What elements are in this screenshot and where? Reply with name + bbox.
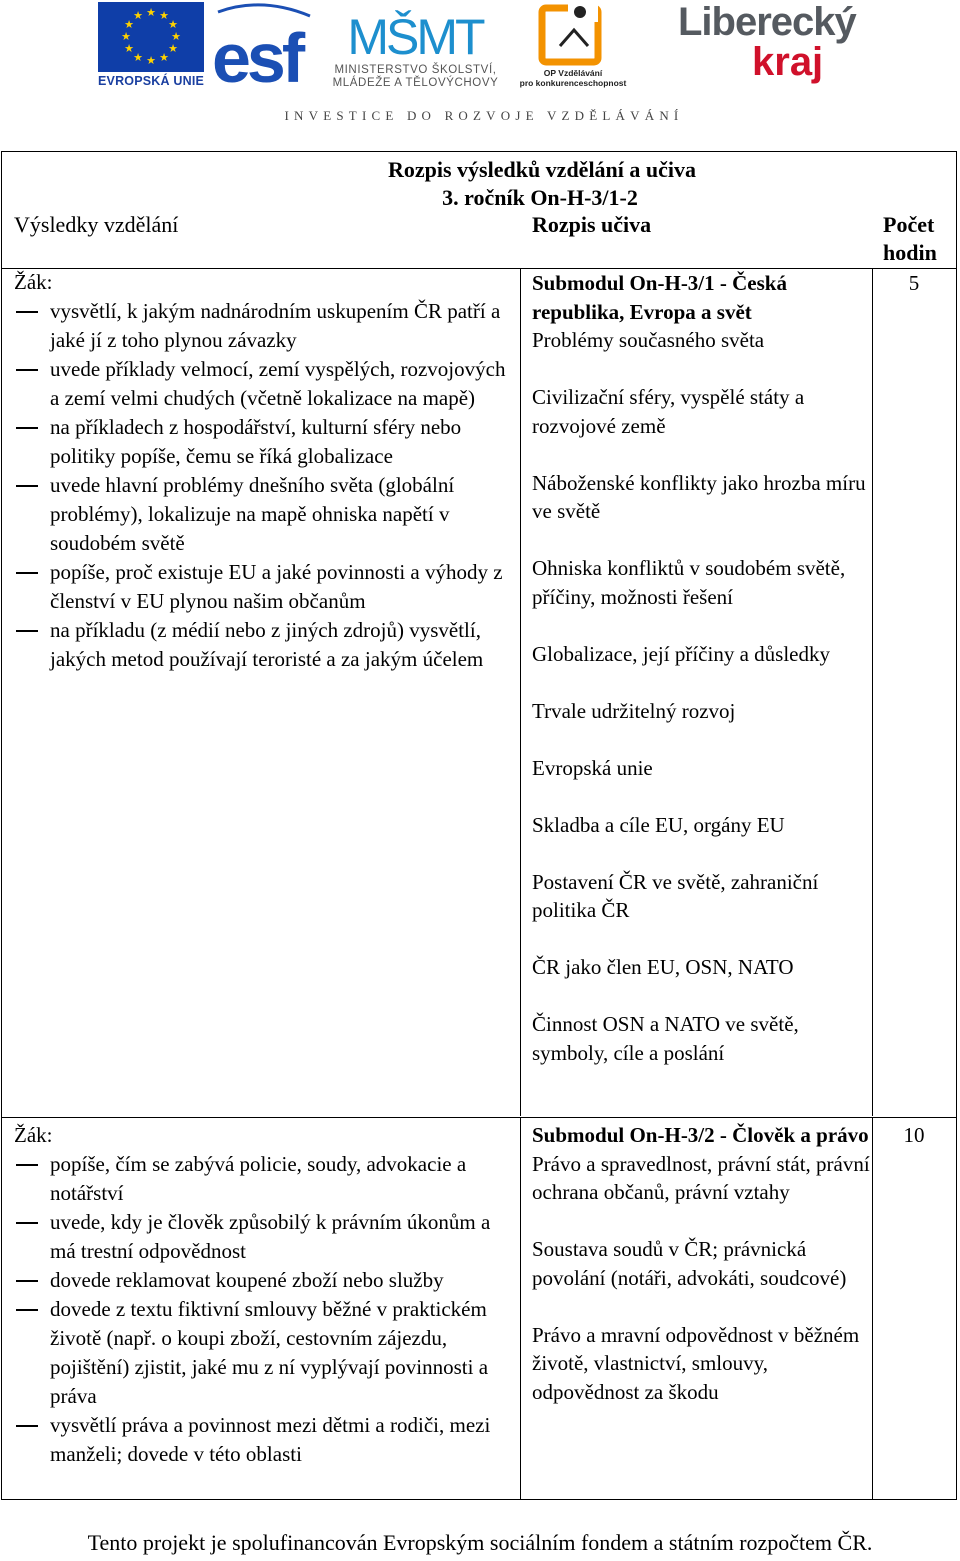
topic-item: Trvale udržitelný rozvoj [532,698,736,723]
outcome-item [14,413,514,471]
svg-text:★: ★ [171,31,181,43]
topic-item: Skladba a cíle EU, orgány EU [532,812,785,837]
outcome-text: popíše, proč existuje EU a jaké povinnosti a výhody z členství v EU plynou našim občanům [50,560,503,613]
outcome-item [14,1266,514,1295]
title-line2: 3. ročník On-H-3/1-2 [442,185,638,210]
outcome-item [14,355,514,413]
topic-item: Soustava soudů v ČR; právnická povolání (notáři, advokáti, soudcové) [532,1237,847,1290]
outcome-text: uvede příklady velmocí, zemí vyspělých, rozvojových a zemí velmi chudých (včetně lokalizace na mapě) [50,357,506,410]
svg-text:★: ★ [124,19,134,31]
section-2-outcomes [14,1121,514,1469]
outcome-text: vysvětlí práva a povinnost mezi dětmi a rodiči, mezi manželi; dovede v této oblasti [50,1413,491,1466]
eu-flag-icon [98,2,204,72]
section-2-curriculum [532,1121,872,1435]
topic-item: Postavení ČR ve světě, zahraniční politika ČR [532,869,819,922]
msmt-text: MŠMT [347,9,483,62]
header-hours: Počet hodin [883,212,937,265]
page-footer: Tento projekt je spolufinancován Evropským sociálním fondem a státním rozpočtem ČR. [87,1530,873,1555]
section-1-curriculum [532,269,872,1096]
outcome-text: vysvětlí, k jakým nadnárodním uskupením ČR patří a jaké jí z toho plynou závazky [50,299,501,352]
outcome-item [14,297,514,355]
outcome-text: popíše, čím se zabývá policie, soudy, advokacie a notářství [50,1152,467,1205]
eu-logo [98,2,206,90]
investice-tagline: INVESTICE DO ROZVOJE VZDĚLÁVÁNÍ [284,108,684,123]
svg-text:★: ★ [159,10,169,22]
msmt-caption [323,64,508,90]
op-caption-1: OP Vzdělávání [543,68,603,78]
section-1-hours: 5 [908,271,920,295]
student-label: Žák: [14,270,53,294]
topic-item: Evropská unie [532,755,653,780]
outcome-item [14,1295,514,1411]
outcome-text: uvede hlavní problémy dnešního světa (globální problémy), lokalizuje na mapě ohniska napětí v soudobém světě [50,473,455,555]
outcome-item [14,558,514,616]
outcome-item [14,1411,514,1469]
eu-caption: EVROPSKÁ UNIE [98,74,205,88]
section-1 [2,269,956,1116]
curriculum-table [1,151,957,1500]
op-caption-2: pro konkurenceschopnost [519,78,627,88]
svg-text:★: ★ [159,52,169,64]
op-logo [510,2,635,94]
op-caption [512,68,634,88]
column-divider [872,269,873,1116]
svg-text:★: ★ [133,10,143,22]
outcome-text: uvede, kdy je člověk způsobilý k právním úkonům a má trestní odpovědnost [50,1210,491,1263]
svg-text:★: ★ [121,31,131,43]
header-curriculum: Rozpis učiva [532,212,652,237]
topic-item: ČR jako člen EU, OSN, NATO [532,955,794,979]
title-line1: Rozpis výsledků vzdělání a učiva [387,157,697,182]
column-divider [872,1118,873,1499]
msmt-caption-2: MLÁDEŽE A TĚLOVÝCHOVY [332,77,499,89]
outcome-text: na příkladech z hospodářství, kulturní sféry nebo politiky popíše, čemu se říká globalizace [50,415,462,468]
section-2 [2,1118,956,1499]
outcome-item [14,1150,514,1208]
svg-text:★: ★ [168,19,178,31]
column-divider [520,269,521,1116]
svg-text:★: ★ [146,7,156,19]
esf-text: esf [212,19,302,88]
topic-item: Ohniska konfliktů v soudobém světě, příčiny, možnosti řešení [532,556,846,609]
outcome-item [14,616,514,674]
topic-item: Problémy současného světa [532,328,765,352]
logo-strip [0,0,960,135]
op-emblem-icon [510,2,635,66]
topic-item: Náboženské konflikty jako hrozba míru ve světě [532,470,866,523]
msmt-logo [323,2,508,94]
outcome-text: na příkladu (z médií nebo z jiných zdrojů) vysvětlí, jakých metod používají teroristé a za jakým účelem [50,618,484,671]
submodule-title: Submodul On-H-3/2 - Člověk a právo [532,1123,869,1147]
esf-logo [210,2,314,88]
outcome-text: dovede z textu fiktivní smlouvy běžné v praktickém životě (např. o koupi zboží, cestovním zájezdu, pojištění) zjistit, jaké mu z ní vyplývají povinnosti a práva [50,1297,489,1408]
outcome-text: dovede reklamovat koupené zboží nebo služby [50,1268,444,1292]
topic-item: Právo a spravedlnost, právní stát, právní ochrana občanů, právní vztahy [532,1151,870,1204]
msmt-emblem-icon [323,2,508,62]
topic-item: Činnost OSN a NATO ve světě, symboly, cíle a poslání [532,1012,799,1065]
outcome-item [14,1208,514,1266]
svg-text:★: ★ [146,55,156,67]
header-results: Výsledky vzdělání [14,212,179,237]
topic-item: Právo a mravní odpovědnost v běžném životě, vlastnictví, smlouvy, odpovědnost za škodu [532,1322,860,1404]
outcome-item [14,471,514,558]
lk-line2: kraj [752,40,824,84]
svg-text:★: ★ [168,43,178,55]
submodule-title: Submodul On-H-3/1 - Česká republika, Evropa a svět [532,271,787,324]
topic-item: Globalizace, její příčiny a důsledky [532,641,830,666]
table-title [2,152,956,212]
section-1-outcomes [14,268,514,674]
msmt-caption-1: MINISTERSTVO ŠKOLSTVÍ, [334,64,497,76]
student-label: Žák: [14,1123,53,1147]
lk-line1: Liberecký [678,0,856,44]
svg-text:★: ★ [133,52,143,64]
svg-text:★: ★ [124,43,134,55]
column-divider [520,1118,521,1499]
liberecky-kraj-logo [668,0,863,86]
topic-item: Civilizační sféry, vyspělé státy a rozvojové země [532,385,805,438]
section-2-hours: 10 [903,1123,925,1147]
